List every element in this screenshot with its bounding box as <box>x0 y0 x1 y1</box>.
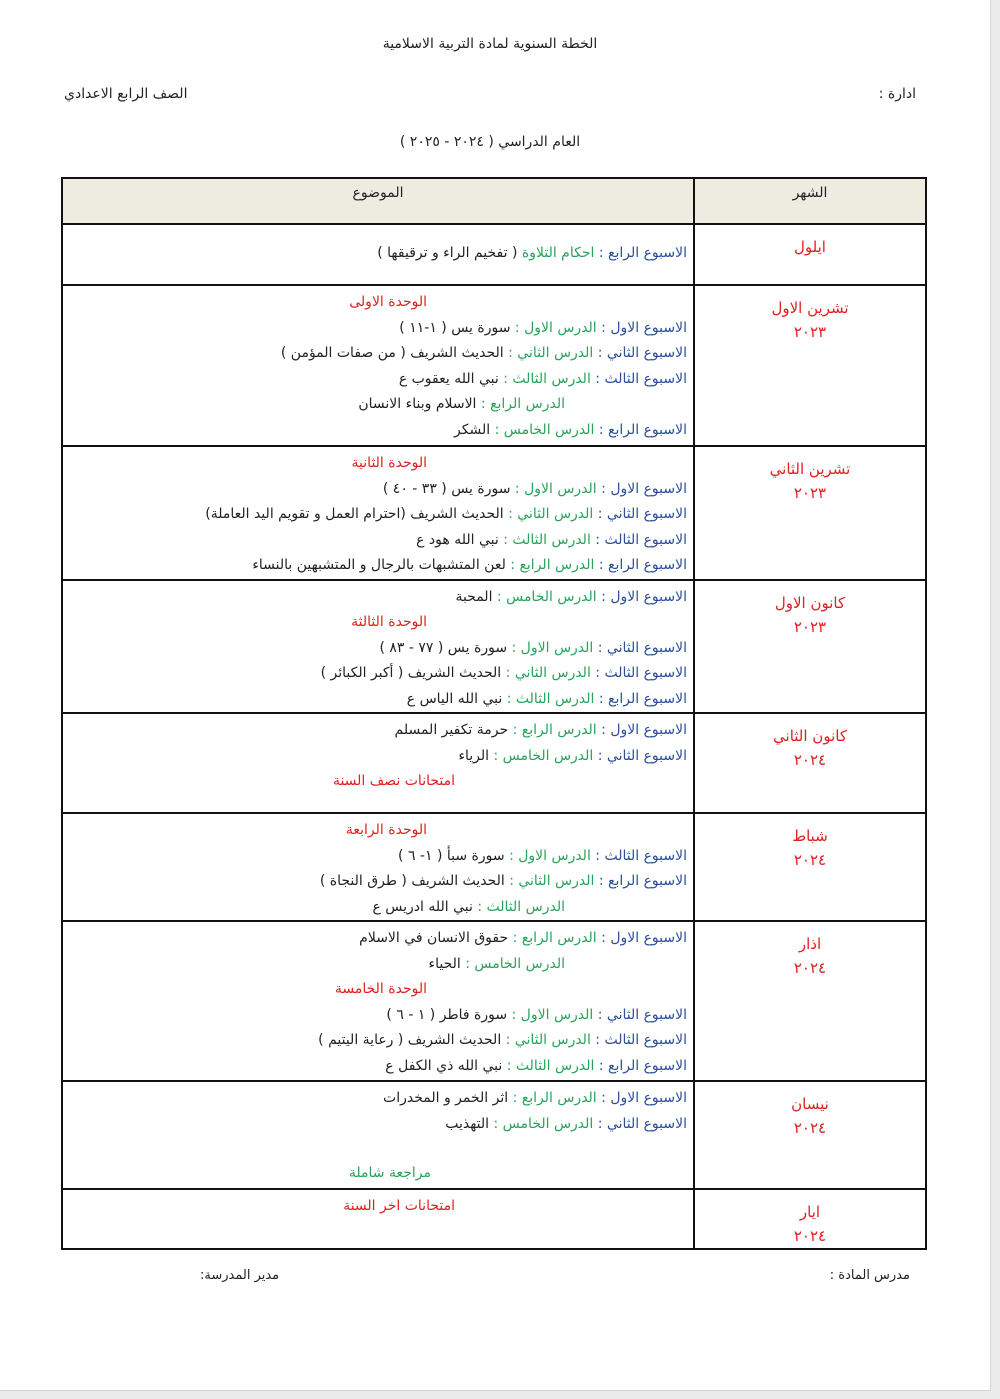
month-name: كانون الثاني <box>773 727 847 745</box>
unit-title: الوحدة الخامسة <box>334 981 427 997</box>
topic-cell <box>62 713 694 813</box>
list-item: الاسبوع الرابع : الدرس الثالث : نبي الله الياس ع <box>406 690 687 707</box>
month-name: ايار <box>799 1203 821 1221</box>
list-item: الاسبوع الاول : الدرس الخامس : المحبة <box>455 588 687 605</box>
unit-title: الوحدة الثالثة <box>351 614 427 630</box>
list-item: الاسبوع الرابع : الدرس الثالث : نبي الله ذي الكفل ع <box>385 1057 687 1074</box>
table-row <box>62 713 926 813</box>
month-year: ٢٠٢٤ <box>793 959 827 977</box>
grade-label: الصف الرابع الاعدادي <box>64 86 188 102</box>
list-item: الاسبوع الثاني : الدرس الخامس : التهذيب <box>445 1115 687 1132</box>
list-item: الاسبوع الثالث : الدرس الاول : سورة سبأ ( ١- ٦ ) <box>398 847 687 864</box>
unit-title: الوحدة الاولى <box>349 294 427 310</box>
list-item: الاسبوع الاول : الدرس الرابع : حقوق الانسان في الاسلام <box>359 930 687 946</box>
table-header-row <box>62 178 926 224</box>
month-cell <box>694 224 926 285</box>
topic-cell <box>62 1081 694 1189</box>
month-cell <box>694 921 926 1081</box>
principal-signature-label: مدير المدرسة: <box>200 1268 280 1283</box>
list-item: الدرس الثالث : نبي الله ادريس ع <box>372 898 565 915</box>
month-year: ٢٠٢٤ <box>793 1119 827 1137</box>
topic-cell <box>62 921 694 1081</box>
unit-title: الوحدة الثانية <box>351 455 427 471</box>
topic-cell <box>62 446 694 580</box>
month-year: ٢٠٢٤ <box>793 851 827 869</box>
month-cell <box>694 285 926 446</box>
month-cell <box>694 1189 926 1249</box>
month-cell <box>694 1081 926 1189</box>
table-row <box>62 1081 926 1189</box>
month-year: ٢٠٢٤ <box>793 751 827 769</box>
list-item: الاسبوع الثاني : الدرس الاول : سورة فاطر ( ١ - ٦ ) <box>386 1006 687 1023</box>
topic-column-header: الموضوع <box>62 178 694 224</box>
list-item: الدرس الرابع : الاسلام وبناء الانسان <box>358 396 565 412</box>
month-name: اذار <box>798 935 822 953</box>
month-name: كانون الاول <box>774 593 846 612</box>
table-row <box>62 224 926 285</box>
list-item: الدرس الخامس : الحياء <box>428 955 565 972</box>
list-item: الاسبوع الاول : الدرس الرابع : اثر الخمر و المخدرات <box>383 1090 687 1106</box>
list-item: الاسبوع الثاني : الدرس الثاني : الحديث الشريف ( من صفات المؤمن ) <box>280 345 687 361</box>
list-item: الاسبوع الثاني : الدرس الاول : سورة يس ( ٧٧ - ٨٣ ) <box>379 639 687 656</box>
month-name: تشرين الاول <box>771 299 849 317</box>
list-item: الاسبوع الاول : الدرس الاول : سورة يس ( ٣٣ - ٤٠ ) <box>382 480 687 497</box>
annual-plan-table <box>61 177 927 1250</box>
month-cell <box>694 813 926 921</box>
topic-cell <box>62 285 694 446</box>
month-name: تشرين الثاني <box>769 460 851 478</box>
list-item: الاسبوع الثاني : الدرس الخامس : الرياء <box>458 747 687 764</box>
month-column-header: الشهر <box>694 178 926 224</box>
list-item: الاسبوع الثاني : الدرس الثاني : الحديث الشريف (احترام العمل و تقويم اليد العاملة) <box>205 506 687 522</box>
list-item: الاسبوع الرابع : الدرس الثاني : الحديث الشريف ( طرق النجاة ) <box>319 873 687 889</box>
list-item: الاسبوع الرابع : الدرس الخامس : الشكر <box>454 421 687 438</box>
list-item: الاسبوع الثالث : الدرس الثالث : نبي الله هود ع <box>416 531 687 548</box>
table-row <box>62 813 926 921</box>
month-year: ٢٠٢٣ <box>793 323 827 341</box>
month-year: ٢٠٢٣ <box>793 617 827 636</box>
list-item: الاسبوع الاول : الدرس الرابع : حرمة تكفير المسلم <box>394 722 687 738</box>
table-row <box>62 446 926 580</box>
table-row <box>62 285 926 446</box>
list-item: الاسبوع الاول : الدرس الاول : سورة يس ( ١-١١ ) <box>399 319 687 336</box>
month-cell <box>694 713 926 813</box>
review-note: مراجعة شاملة <box>348 1165 431 1181</box>
list-item: الاسبوع الثالث : الدرس الثاني : الحديث الشريف ( أكبر الكبائر ) <box>320 665 687 681</box>
topic-cell <box>62 813 694 921</box>
exam-note: امتحانات اخر السنة <box>343 1198 455 1214</box>
table-row <box>62 921 926 1081</box>
month-cell <box>694 580 926 714</box>
exam-note: امتحانات نصف السنة <box>332 773 455 789</box>
list-item: الاسبوع الرابع : الدرس الرابع : لعن المتشبهات بالرجال و المتشبهين بالنساء <box>252 557 687 573</box>
unit-title: الوحدة الرابعة <box>345 822 427 838</box>
month-cell <box>694 446 926 580</box>
topic-cell <box>62 1189 694 1249</box>
month-name: شباط <box>792 827 828 845</box>
topic-cell <box>62 224 694 285</box>
topic-cell <box>62 580 694 714</box>
month-name: نيسان <box>791 1095 829 1113</box>
academic-year: العام الدراسي ( ٢٠٢٤ - ٢٠٢٥ ) <box>399 134 581 150</box>
list-item: الاسبوع الرابع : احكام التلاوة ( تفخيم الراء و ترقيقها ) <box>377 245 687 261</box>
list-item: الاسبوع الثالث : الدرس الثالث : نبي الله يعقوب ع <box>398 370 687 387</box>
administration-label: ادارة : <box>878 86 916 102</box>
table-row <box>62 580 926 714</box>
month-name: ايلول <box>794 238 826 256</box>
month-year: ٢٠٢٤ <box>793 1227 827 1245</box>
month-year: ٢٠٢٣ <box>793 484 827 502</box>
table-row <box>62 1189 926 1249</box>
list-item: الاسبوع الثالث : الدرس الثاني : الحديث الشريف ( رعاية اليتيم ) <box>318 1032 687 1048</box>
teacher-signature-label: مدرس المادة : <box>829 1268 910 1283</box>
page-title: الخطة السنوية لمادة التربية الاسلامية <box>382 36 598 52</box>
